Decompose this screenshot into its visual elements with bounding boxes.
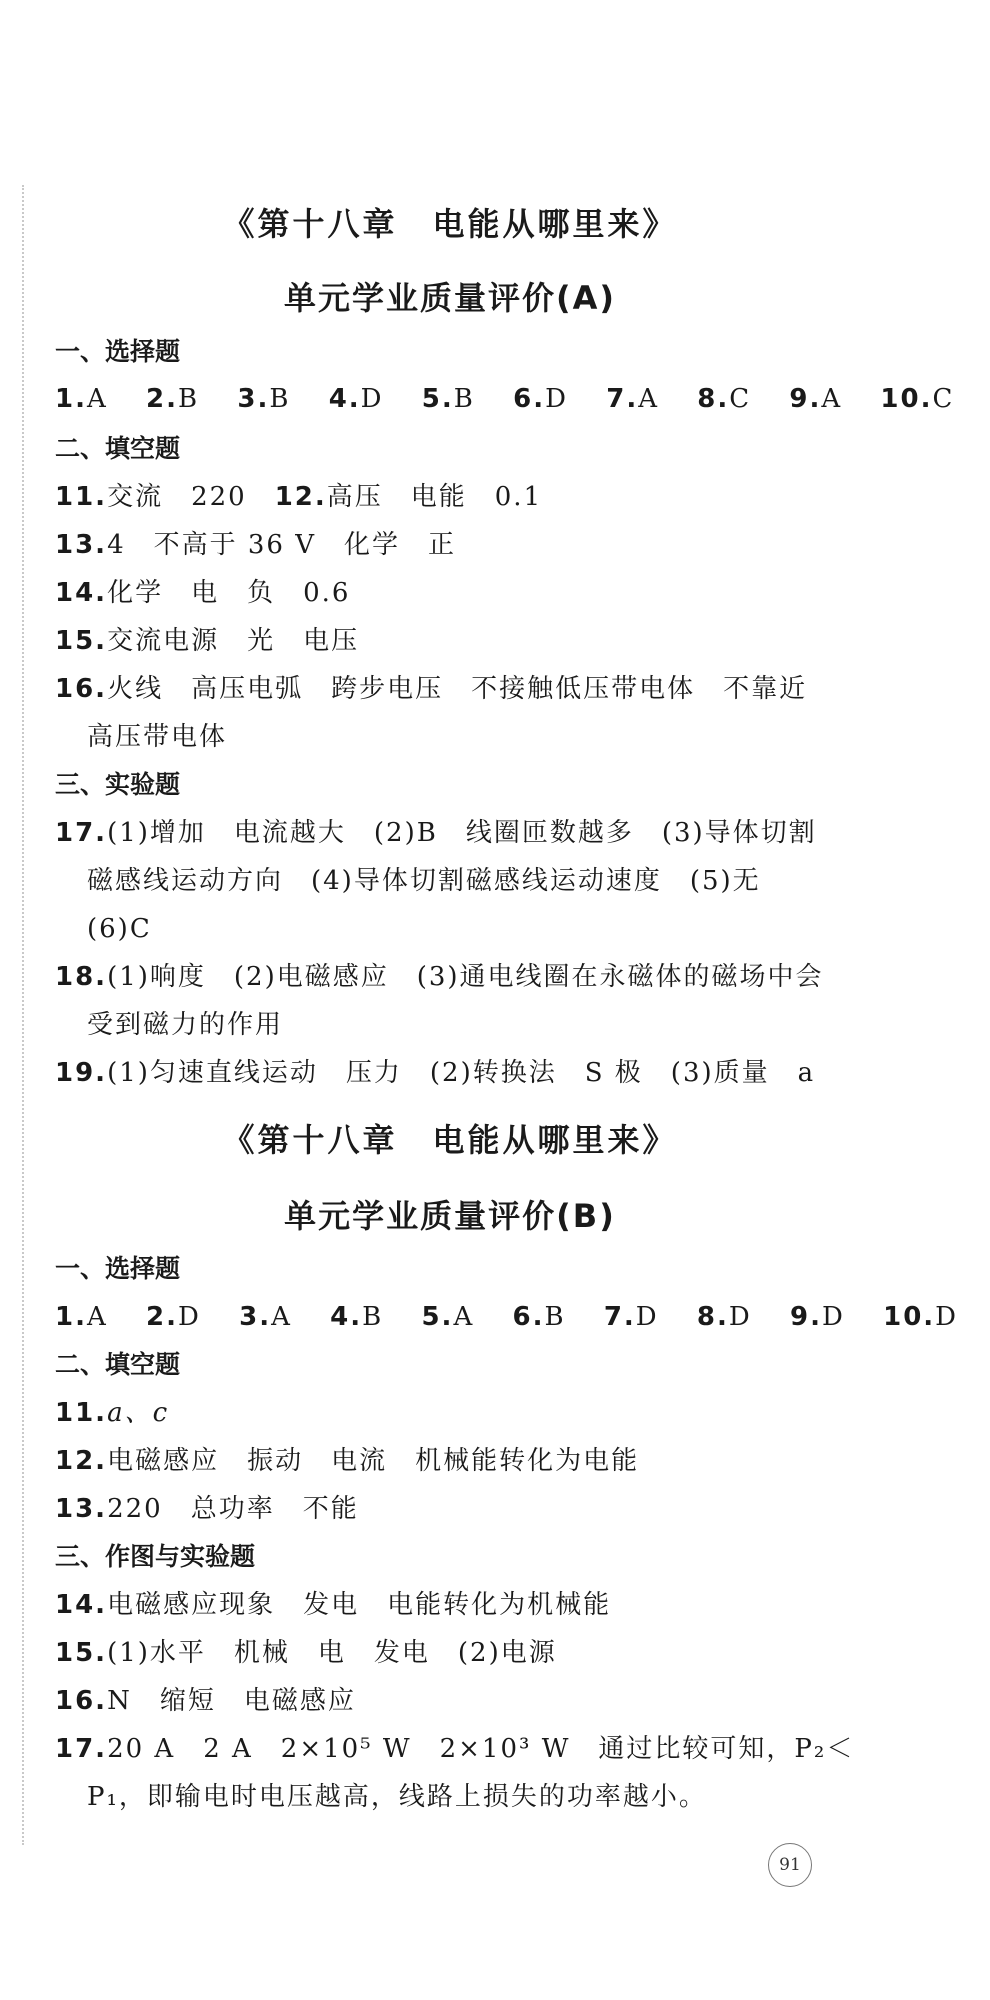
question-number: 14. <box>55 1590 108 1620</box>
section-heading: 三、实验题 <box>55 770 181 799</box>
question-number: 15. <box>55 626 108 656</box>
answer-text: B <box>177 384 200 414</box>
question-number: 6. <box>512 1302 545 1332</box>
answer-line-17 <box>55 816 817 850</box>
answer-text: B <box>362 1302 384 1332</box>
question-number: 5. <box>421 384 454 414</box>
section-heading: 一、选择题 <box>55 337 181 366</box>
question-number: 11. <box>55 482 108 512</box>
answer-line-18 <box>55 960 824 994</box>
answer-text: A <box>453 1302 475 1332</box>
answer-line-19 <box>55 1056 815 1090</box>
answer-line-13 <box>55 1492 359 1526</box>
answer-text: (1)响度 (2)电磁感应 (3)通电线圈在永磁体的磁场中会 <box>107 962 824 992</box>
answer-text: A <box>271 1302 292 1332</box>
answer-text: 交流电源 光 电压 <box>107 626 360 656</box>
answer-text: A <box>821 384 843 414</box>
question-number: 5. <box>421 1302 454 1332</box>
question-number: 7. <box>606 384 639 414</box>
question-number: 1. <box>55 1302 87 1332</box>
mc-answers-b <box>55 1300 958 1334</box>
answer-line-11-12 <box>55 480 542 514</box>
chapter-title-a: 《第十八章 电能从哪里来》 <box>222 205 678 243</box>
page-number: 91 <box>768 1843 812 1887</box>
answer-text: 220 总功率 不能 <box>107 1494 359 1524</box>
answer-text: D <box>177 1302 201 1332</box>
question-number: 3. <box>237 384 270 414</box>
question-number: 12. <box>274 482 327 512</box>
question-number: 13. <box>55 530 108 560</box>
question-number: 17. <box>55 1734 108 1764</box>
answer-line-16-cont: 高压带电体 <box>87 722 228 752</box>
answer-text: (1)匀速直线运动 压力 (2)转换法 S 极 (3)质量 a <box>107 1058 816 1088</box>
question-number: 16. <box>55 1686 108 1716</box>
question-number: 1. <box>55 384 87 414</box>
answer-text: (1)水平 机械 电 发电 (2)电源 <box>107 1638 557 1668</box>
answer-text: C <box>932 384 955 414</box>
answer-line-12 <box>55 1444 639 1478</box>
answer-line-16 <box>55 672 807 706</box>
question-number: 8. <box>696 1302 729 1332</box>
question-number: 2. <box>146 1302 178 1332</box>
answer-text: 电磁感应现象 发电 电能转化为机械能 <box>107 1590 612 1620</box>
answer-line-15 <box>55 1636 557 1670</box>
question-number: 3. <box>239 1302 272 1332</box>
section-heading: 二、填空题 <box>55 1350 181 1379</box>
answer-text: 交流 220 <box>107 482 275 512</box>
answer-line-18-cont: 受到磁力的作用 <box>87 1010 284 1040</box>
answer-text: A <box>86 1302 108 1332</box>
answer-line-17 <box>55 1732 854 1766</box>
answer-text: a、c <box>107 1398 170 1428</box>
answer-text: D <box>360 384 384 414</box>
mc-answers-a <box>55 382 954 416</box>
question-number: 10. <box>883 1302 936 1332</box>
question-number: 7. <box>603 1302 636 1332</box>
question-number: 6. <box>513 384 546 414</box>
answer-text: 火线 高压电弧 跨步电压 不接触低压带电体 不靠近 <box>107 674 808 704</box>
answer-line-17-cont: P₁，即输电时电压越高，线路上损失的功率越小。 <box>87 1782 707 1812</box>
answer-text: D <box>728 1302 752 1332</box>
answer-text: A <box>638 384 659 414</box>
unit-title-b: 单元学业质量评价(B) <box>284 1197 616 1235</box>
answer-line-17-cont: (6)C <box>87 914 152 944</box>
answer-text: 电磁感应 振动 电流 机械能转化为电能 <box>107 1446 640 1476</box>
section-heading: 二、填空题 <box>55 434 181 463</box>
answer-text: 高压 电能 0.1 <box>326 482 543 512</box>
section-heading: 一、选择题 <box>55 1254 181 1283</box>
question-number: 14. <box>55 578 108 608</box>
question-number: 9. <box>790 1302 822 1332</box>
answer-text: D <box>821 1302 845 1332</box>
section-heading: 三、作图与实验题 <box>55 1542 256 1571</box>
answer-text: D <box>635 1302 659 1332</box>
answer-line-15 <box>55 624 359 658</box>
chapter-title-b: 《第十八章 电能从哪里来》 <box>222 1121 678 1159</box>
question-number: 18. <box>55 962 108 992</box>
answer-text: B <box>453 384 475 414</box>
answer-line-16 <box>55 1684 356 1718</box>
answer-line-14 <box>55 576 350 610</box>
question-number: 17. <box>55 818 108 848</box>
question-number: 4. <box>330 1302 363 1332</box>
margin-dotted-line <box>22 185 24 1845</box>
answer-text: (1)增加 电流越大 (2)B 线圈匝数越多 (3)导体切割 <box>107 818 817 848</box>
question-number: 4. <box>328 384 361 414</box>
answer-text: B <box>269 384 291 414</box>
answer-text: D <box>935 1302 959 1332</box>
question-number: 9. <box>789 384 822 414</box>
question-number: 12. <box>55 1446 108 1476</box>
answer-text: B <box>544 1302 566 1332</box>
question-number: 15. <box>55 1638 108 1668</box>
question-number: 16. <box>55 674 108 704</box>
answer-text: 4 不高于 36 V 化学 正 <box>107 530 456 560</box>
question-number: 13. <box>55 1494 108 1524</box>
question-number: 2. <box>146 384 178 414</box>
question-number: 8. <box>697 384 730 414</box>
question-number: 11. <box>55 1398 108 1428</box>
question-number: 19. <box>55 1058 108 1088</box>
answer-line-17-cont: 磁感线运动方向 (4)导体切割磁感线运动速度 (5)无 <box>87 866 761 896</box>
answer-text: 20 A 2 A 2×10⁵ W 2×10³ W 通过比较可知，P₂＜ <box>107 1734 855 1764</box>
answer-text: N 缩短 电磁感应 <box>107 1686 356 1716</box>
answer-text: C <box>729 384 752 414</box>
answer-text: 化学 电 负 0.6 <box>107 578 351 608</box>
answer-text: A <box>86 384 108 414</box>
question-number: 10. <box>880 384 933 414</box>
answer-line-13 <box>55 528 456 562</box>
answer-text: D <box>545 384 568 414</box>
answer-line-11 <box>55 1396 169 1430</box>
answer-line-14 <box>55 1588 611 1622</box>
unit-title-a: 单元学业质量评价(A) <box>283 279 617 317</box>
